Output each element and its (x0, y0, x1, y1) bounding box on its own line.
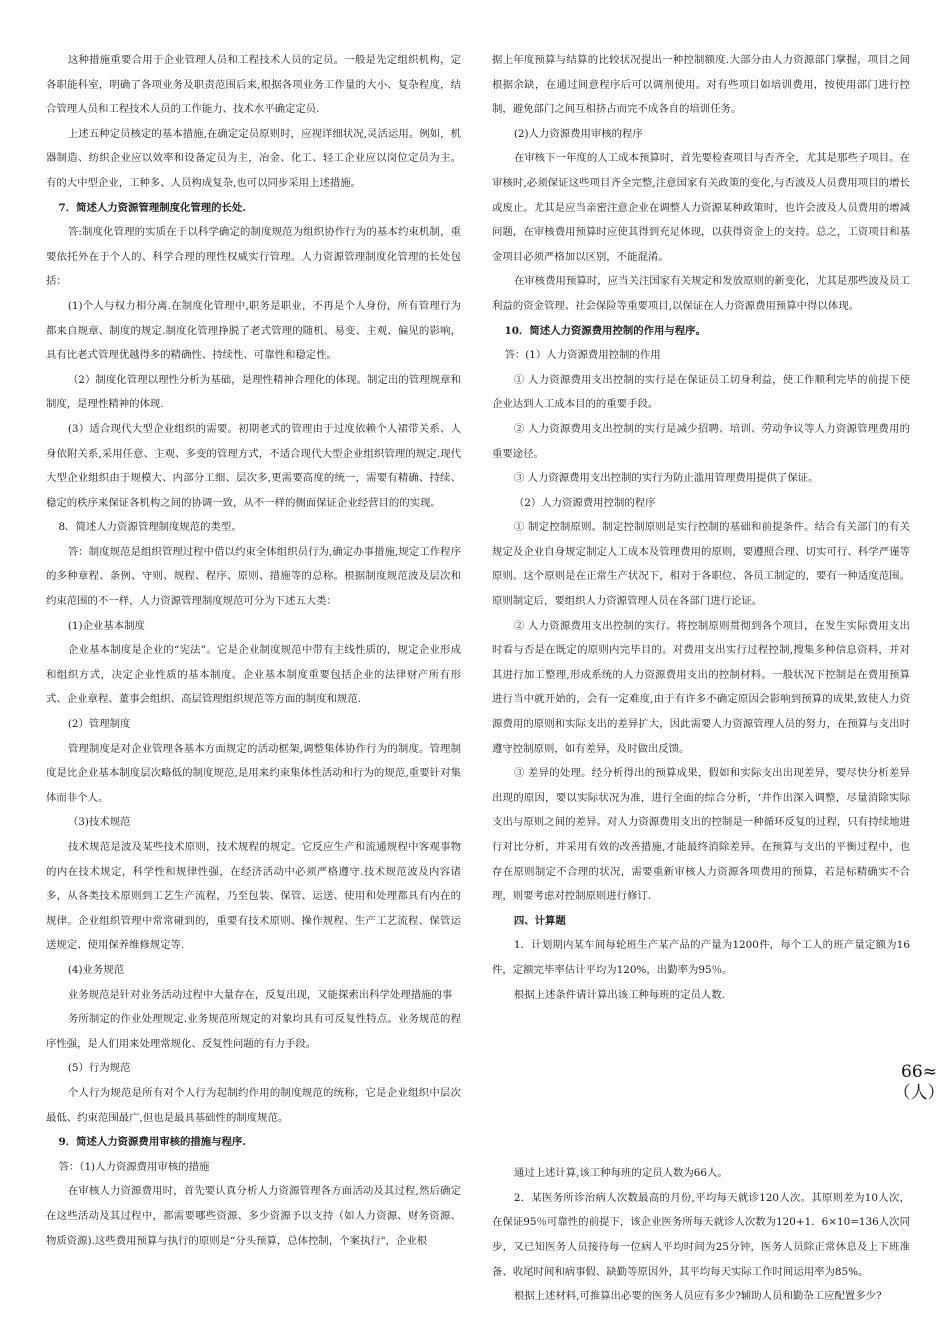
paragraph: 答:制度化管理的实质在于以科学确定的制度规范为组织协作行为的基本约束机制，重要依托外在于个人的、科学合理的理性权威实行管理。人力资源管理制度化管理的长处包括： (46, 226, 461, 288)
blank-space (492, 1007, 910, 1085)
paragraph: 答：（1)人力资源费用审核的措施 (58, 1160, 210, 1173)
paragraph: (1)个人与权力相分离.在制度化管理中,职务是职业，不再是个人身份，所有管理行为都来自规章、制度的规定.制度化管理挣脱了老式管理的随机、易变、主观、偏见的影响，具有比老式管理优越得多的精确性、持续性、可靠性和稳定性。 (46, 299, 461, 362)
question-heading: 9．简述人力资源费用审核的措施与程序. (58, 1136, 246, 1149)
result-value: 66≈ (901, 1062, 937, 1082)
paragraph: 务所制定的作业处理规定.业务规范所规定的对象均具有可反复性特点。业务规范的程序性强，是人们用来处理常规化、反复性问题的有力手段。 (46, 1013, 461, 1050)
paragraph: 根据上述条件请计算出该工种每班的定员人数. (513, 988, 725, 1001)
paragraph: （2）制度化管理以理性分析为基础，是理性精神合理化的体现。制定出的管理规章和制度，是理性精神的体现. (46, 373, 461, 411)
paragraph: （2）人力资源费用控制的程序 (513, 496, 656, 509)
paragraph: 2．某医务所诊治病人次数最高的月份,平均每天就诊120人次。其原则差为10人次，在保证95％可靠性的前提下，该企业医务所每天就诊人次数为120+1．6×10=136人次同步，又已知医务人员接待每一位病人平均时间为25分钟，医务人员除正常休息及上下班准备、收尾时间和病事假、缺勤等原因外，其平均每天实际工作时间运用率为85%。 (492, 1191, 910, 1278)
paragraph: (3）适合现代大型企业组织的需要。初期老式的管理由于过度依赖个人裙带关系、人身依附关系,采用任意、主观、多变的管理方式，不适合现代大型企业组织管理的规定.现代大型企业组织由于规模大、内部分工细、层次多,更需要高度的统一，需要有精确、持续、稳定的秩序来保证各机构之间的协调一致，从不一样的侧面保证企业经营目的的实现。 (46, 422, 461, 509)
question-heading: 10．简述人力资源费用控制的作用与程序。 (504, 324, 706, 337)
paragraph: ③ 差异的处理。经分析得出的预算成果，假如和实际支出出现差异，要尽快分析差异出现的原因，要以实际状况为准，进行全面的综合分析，‘并作出深入调整，尽量消除实际支出与原则之间的差异。对人力资源费用支出的控制是一种循环反复的过程，只有持续地进行对比分析，并采用有效的改善措施,才能最终消除差异。在预算与支出的平衡过程中，也存在原则制定不合理的状况，需要重新审核人力资源各项费用的预算，若是标精确实不合理，则要考虑对控制原则进行修订. (492, 767, 910, 903)
paragraph: (2）管理制度 (67, 718, 131, 731)
paragraph: 在审核费用预算时，应当关注国家有关规定和发放原则的新变化，尤其是那些波及员工利益的资金管理、社会保险等重要项目,以保证在人力资源费用预算中得以体现。 (492, 275, 910, 312)
result-unit: （人） (893, 1083, 945, 1103)
paragraph: 答：(1）人力资源费用控制的作用 (504, 349, 661, 362)
paragraph: 企业基本制度是企业的“宪法”。它是企业制度规范中带有主线性质的，规定企业形成和组织方式，决定企业性质的基本制度。企业基本制度重要包括企业的法律财产所有形式、企业章程、董事会组织、高层管理组织规范等方面的制度和规范. (46, 644, 461, 706)
paragraph: ② 人力资源费用支出控制的实行。将控制原则贯彻到各个项目，在发生实际费用支出时看与否是在既定的原则内完毕目的。对费用支出实行过程控制,搜集多种信息资料，并对其进行加工整理,形成系统的人力资源费用支出的控制材料。一般状况下控制是在费用预算进行当中就开始的，会有一定难度,由于有许多不确定原因会影响到预算的成果,致使人力资源费用的原则和实际支出的差异扩大，因此需要人力资源管理人员的努力，在预算与支出时遵守控制原则，如有差异，及时做出反馈。 (492, 619, 910, 755)
paragraph: 在审核人力资源费用时，首先要认真分析人力资源管理各方面活动及其过程,然后确定在这些活动及其过程中，都需要哪些资源、多少资源予以支持（如人力资源、财务资源、物质资源).这些费用预算与执行的原则是“分头预算，总体控制，个案执行"，企业根 (46, 1185, 461, 1247)
paragraph: 上述五种定员核定的基本措施,在确定定员原则时，应视详细状况,灵活运用。例如，机器制造、纺织企业应以效率和设备定员为主，冶金、化工、轻工企业应以岗位定员为主。有的大中型企业，工种多、人员构成复杂,也可以同步采用上述措施。 (46, 127, 461, 189)
paragraph: 答：制度规范是组织管理过程中借以约束全体组织员行为,确定办事措施,规定工作程序的多种章程、条例、守则、规程、程序、原则、措施等的总称。根据制度规范波及层次和约束范围的不一样，人力资源管理制度规范可分为下述五大类： (46, 545, 461, 608)
paragraph: 据上年度预算与结算的比较状况提出一种控制额度.大部分由人力资源部门掌握，项目之间根据余缺，在通过间意程序后可以调剂使用。对有些项目如培训费用，按使用部门进行控制，避免部门之间互相挤占而完不成各自的培训任务。 (492, 54, 910, 116)
paragraph: 技术规范是波及某些技术原则，技术规程的规定。它反应生产和流通规程中客观事物的内在技术规定，科学性和规律性强，在经济活动中必须严格遵守.技术规范波及内容诸多，从各类技术原则到工艺生产流程，乃至包装、保管、运送、使用和处理都具有内在的规律。企业组织管理中常常碰到的，重要有技术原则、操作规程、生产工艺流程、保管运送规定、使用保养维修规定等. (46, 841, 461, 952)
paragraph: 这种措施重要合用于企业管理人员和工程技术人员的定员。一般是先定组织机构，定各职能科室，明确了各项业务及职责范围后来,根据各项业务工作量的大小、复杂程度，结合管理人员和工程技术人员的工作能力、技术水平确定定员. (46, 54, 461, 116)
paragraph: （3)技术规范 (67, 816, 131, 829)
paragraph: ① 制定控制原则。制定控制原则是实行控制的基础和前提条件。结合有关部门的有关规定及企业自身规定制定人工成本及管理费用的原则，要遵照合理、切实可行、科学严谨等原则。这个原则是在正常生产状况下，相对于各职位、各员工制定的，要有一种适度范围。原则制定后，要组织人力资源管理人员在各部门进行论证。 (492, 521, 910, 608)
paragraph: 管理制度是对企业管理各基本方面规定的活动框架,调整集体协作行为的制度。管理制度是比企业基本制度层次略低的制度规范,是用来约束集体性活动和行为的规范,重要针对集体而非个人。 (46, 742, 461, 804)
paragraph: 个人行为规范是所有对个人行为起制约作用的制度规范的统称，它是企业组织中层次最低、约束范围最广,但也是最具基础性的制度规范。 (46, 1086, 461, 1124)
blank-space (492, 1085, 910, 1161)
paragraph: (5）行为规范 (67, 1062, 131, 1075)
paragraph: (1)企业基本制度 (67, 619, 145, 632)
paragraph: (2)人力资源费用审核的程序 (513, 127, 643, 140)
paragraph: 在审核下一年度的人工成本预算时，首先要检查项目与否齐全，尤其是那些子项目。在审核时,必须保证这些项目齐全完整,注意国家有关政策的变化,与否波及人员费用项目的增长或废止。尤其是应当亲密注意企业在调整人力资源某种政策时，也许会波及人员费用的增减问题，在审核费用预算时应使其得到充足体现，以获得资金上的支持。总之，工资项目和基金项目必须严格加以区别，不能混淆。 (492, 152, 910, 263)
paragraph: 8．简述人力资源管理制度规范的类型。 (58, 521, 242, 534)
paragraph: ③ 人力资源费用支出控制的实行为防止滥用管理费用提供了保证。 (513, 472, 819, 485)
paragraph: 1．计划期内某车间每轮班生产某产品的产量为1200件，每个工人的班产量定额为16件，定额完毕率估计平均为120%，出勤率为95％。 (492, 939, 910, 976)
paragraph: ① 人力资源费用支出控制的实行是在保证员工切身利益，使工作顺利完毕的前提下使企业达到人工成本目的的重要手段。 (492, 373, 910, 411)
right-column (492, 48, 910, 1309)
paragraph: 通过上述计算,该工种每班的定员人数为66人。 (513, 1167, 728, 1180)
paragraph: (4)业务规范 (67, 963, 125, 976)
left-column (46, 48, 461, 1253)
question-heading: 7．简述人力资源管理制度化管理的长处. (58, 201, 246, 214)
paragraph: 四、计算题 (513, 914, 566, 927)
paragraph: 根据上述材料,可推算出必要的医务人员应有多少?辅助人员和勤杂工应配置多少? (513, 1290, 882, 1303)
calculation-result (893, 1062, 945, 1104)
paragraph: 业务规范是针对业务活动过程中大量存在，反复出现，又能探索出科学处理措施的事 (67, 988, 453, 1001)
paragraph: ② 人力资源费用支出控制的实行是减少招聘、培训、劳动争议等人力资源管理费用的重要途径。 (492, 422, 910, 460)
